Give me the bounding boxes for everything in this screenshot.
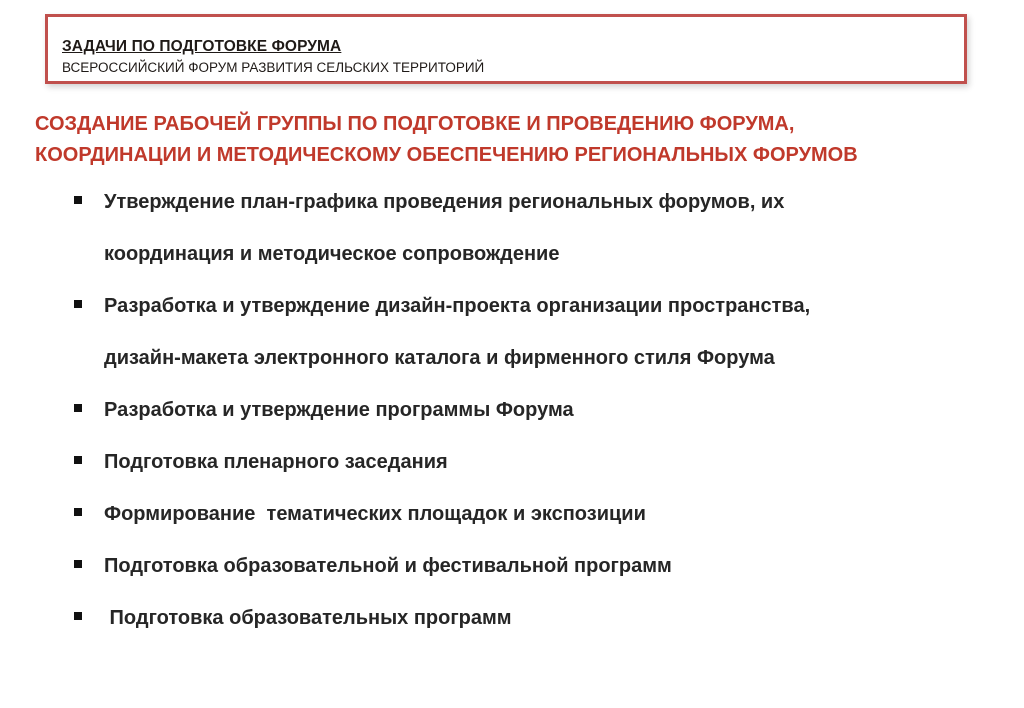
header-title: ЗАДАЧИ ПО ПОДГОТОВКЕ ФОРУМА xyxy=(62,38,342,55)
square-bullet-icon xyxy=(74,196,82,204)
task-item-1 xyxy=(70,176,1010,280)
task-item-3 xyxy=(70,384,1010,436)
task-item-4 xyxy=(70,436,1010,488)
task-item-3-line-1: Разработка и утверждение программы Форума xyxy=(104,399,574,421)
square-bullet-icon xyxy=(74,612,82,620)
task-item-5-line-1: Формирование тематических площадок и экспозиции xyxy=(104,503,646,525)
task-item-7-line-1: Подготовка образовательных программ xyxy=(104,607,512,629)
task-item-1-line-1: Утверждение план-графика проведения региональных форумов, их xyxy=(104,191,785,213)
task-item-4-line-1: Подготовка пленарного заседания xyxy=(104,451,448,473)
task-item-6 xyxy=(70,540,1010,592)
task-item-7 xyxy=(70,592,1010,644)
square-bullet-icon xyxy=(74,456,82,464)
header-box xyxy=(45,14,967,84)
task-item-5 xyxy=(70,488,1010,540)
section-heading-line-2: КООРДИНАЦИИ И МЕТОДИЧЕСКОМУ ОБЕСПЕЧЕНИЮ РЕГИОНАЛЬНЫХ ФОРУМОВ xyxy=(35,144,858,166)
section-heading-line-1: СОЗДАНИЕ РАБОЧЕЙ ГРУППЫ ПО ПОДГОТОВКЕ И ПРОВЕДЕНИЮ ФОРУМА, xyxy=(35,113,795,135)
header-subtitle: ВСЕРОССИЙСКИЙ ФОРУМ РАЗВИТИЯ СЕЛЬСКИХ ТЕРРИТОРИЙ xyxy=(62,60,485,75)
task-item-1-line-2: координация и методическое сопровождение xyxy=(104,243,560,265)
task-list xyxy=(70,176,1010,644)
square-bullet-icon xyxy=(74,560,82,568)
square-bullet-icon xyxy=(74,404,82,412)
square-bullet-icon xyxy=(74,300,82,308)
square-bullet-icon xyxy=(74,508,82,516)
task-item-2-line-2: дизайн-макета электронного каталога и фирменного стиля Форума xyxy=(104,347,775,369)
task-item-2 xyxy=(70,280,1010,384)
task-item-2-line-1: Разработка и утверждение дизайн-проекта организации пространства, xyxy=(104,295,811,317)
task-item-6-line-1: Подготовка образовательной и фестивальной программ xyxy=(104,555,672,577)
section-heading xyxy=(35,109,995,171)
